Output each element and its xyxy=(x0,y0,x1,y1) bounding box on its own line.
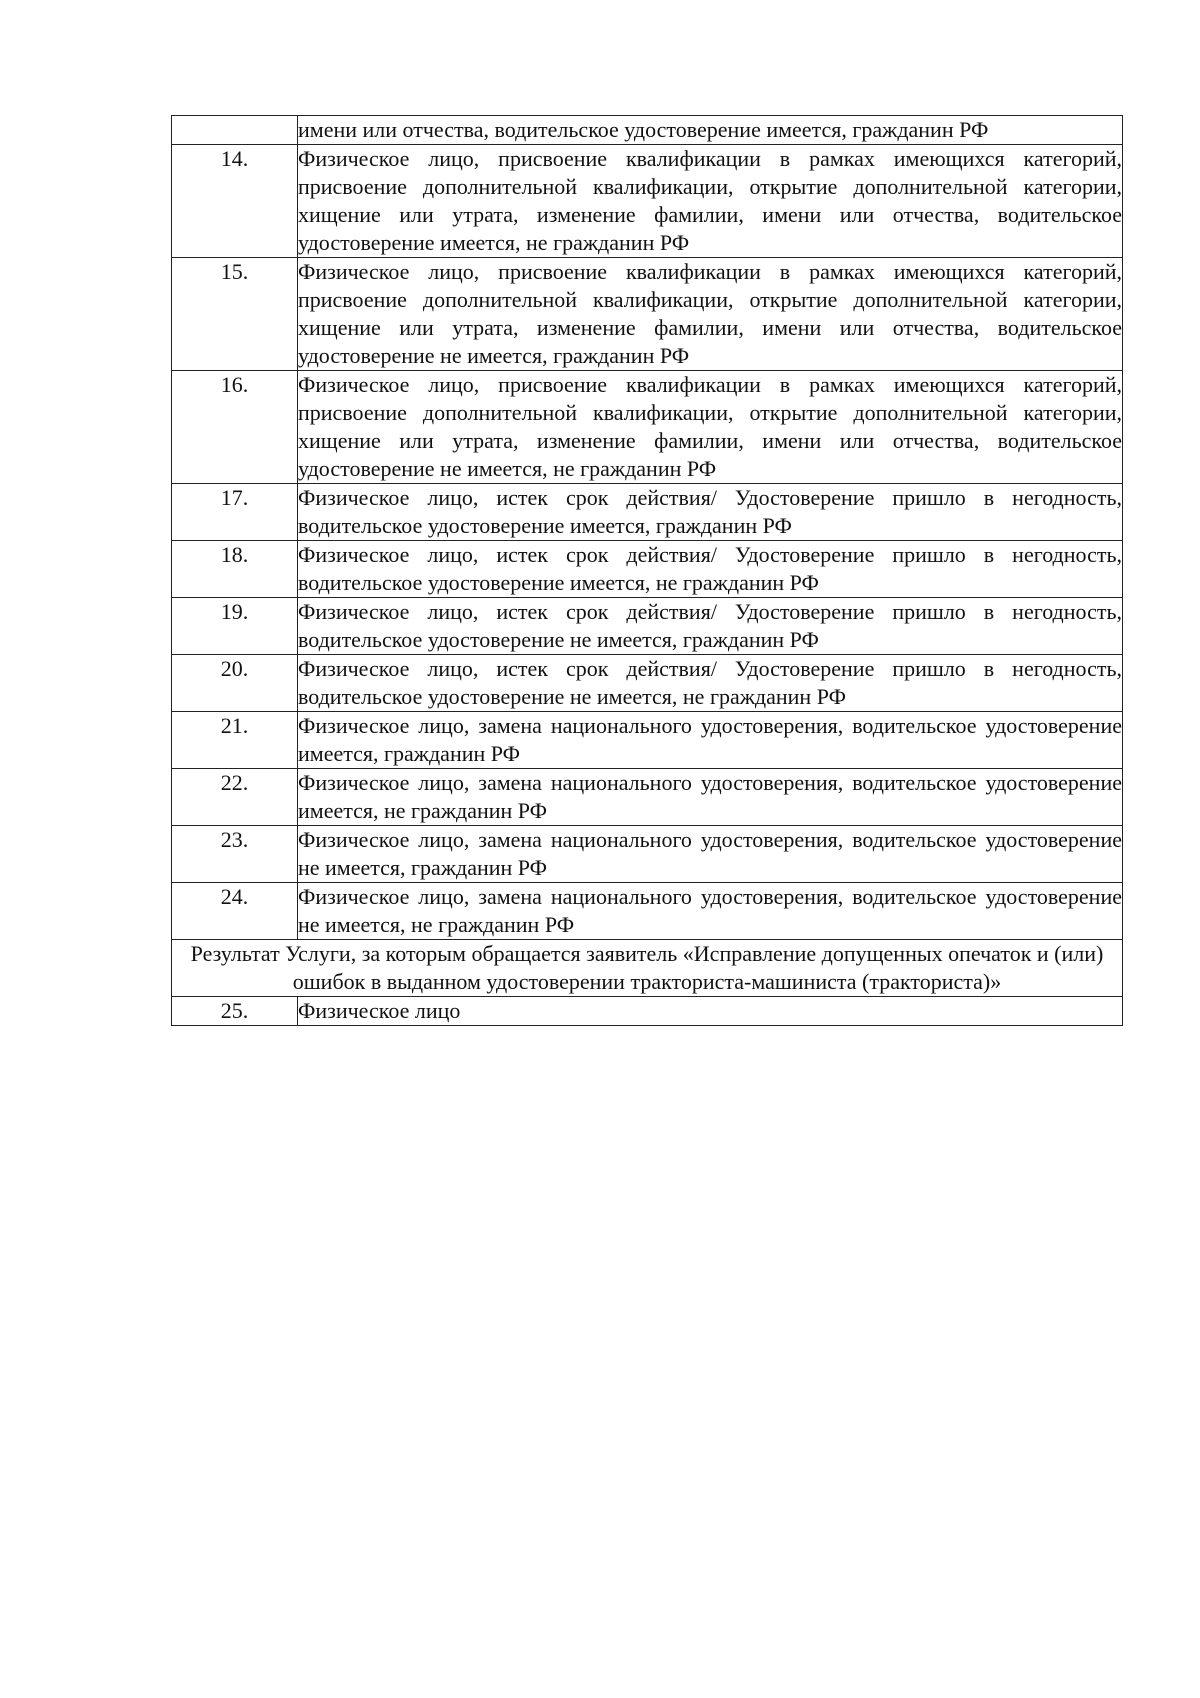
table-row xyxy=(172,598,1123,655)
row-description: имени или отчества, водительское удостоверение имеется, гражданин РФ xyxy=(298,116,1123,145)
table-row xyxy=(172,371,1123,484)
row-description: Физическое лицо, присвоение квалификации в рамках имеющихся категорий, присвоение дополнительной квалификации, открытие дополнительной категории, хищение или утрата, изменение фамилии, имени или отчества, водительское удостоверение не имеется, не гражданин РФ xyxy=(298,371,1123,484)
row-number: 15. xyxy=(172,258,298,371)
table-row xyxy=(172,997,1123,1026)
table-row xyxy=(172,541,1123,598)
table-row xyxy=(172,145,1123,258)
table-row xyxy=(172,769,1123,826)
section-header-row xyxy=(172,940,1123,997)
row-number: 17. xyxy=(172,484,298,541)
table-row xyxy=(172,484,1123,541)
applicant-variants-table xyxy=(171,115,1123,1026)
row-description: Физическое лицо, присвоение квалификации в рамках имеющихся категорий, присвоение дополнительной квалификации, открытие дополнительной категории, хищение или утрата, изменение фамилии, имени или отчества, водительское удостоверение не имеется, гражданин РФ xyxy=(298,258,1123,371)
row-description: Физическое лицо, истек срок действия/ Удостоверение пришло в негодность, водительское удостоверение не имеется, гражданин РФ xyxy=(298,598,1123,655)
table-row xyxy=(172,883,1123,940)
row-number: 18. xyxy=(172,541,298,598)
section-header: Результат Услуги, за которым обращается заявитель «Исправление допущенных опечаток и (или) ошибок в выданном удостоверении тракториста-машиниста (тракториста)» xyxy=(172,940,1123,997)
table-row xyxy=(172,655,1123,712)
row-description: Физическое лицо, замена национального удостоверения, водительское удостоверение имеется, не гражданин РФ xyxy=(298,769,1123,826)
row-number: 24. xyxy=(172,883,298,940)
table-row xyxy=(172,258,1123,371)
row-description: Физическое лицо, истек срок действия/ Удостоверение пришло в негодность, водительское удостоверение не имеется, не гражданин РФ xyxy=(298,655,1123,712)
row-number: 19. xyxy=(172,598,298,655)
row-number: 16. xyxy=(172,371,298,484)
table-row xyxy=(172,826,1123,883)
row-number: 14. xyxy=(172,145,298,258)
row-number: 20. xyxy=(172,655,298,712)
row-description: Физическое лицо xyxy=(298,997,1123,1026)
row-number: 21. xyxy=(172,712,298,769)
row-description: Физическое лицо, замена национального удостоверения, водительское удостоверение не имеется, не гражданин РФ xyxy=(298,883,1123,940)
row-description: Физическое лицо, замена национального удостоверения, водительское удостоверение не имеется, гражданин РФ xyxy=(298,826,1123,883)
table-row xyxy=(172,712,1123,769)
row-description: Физическое лицо, истек срок действия/ Удостоверение пришло в негодность, водительское удостоверение имеется, не гражданин РФ xyxy=(298,541,1123,598)
row-description: Физическое лицо, присвоение квалификации в рамках имеющихся категорий, присвоение дополнительной квалификации, открытие дополнительной категории, хищение или утрата, изменение фамилии, имени или отчества, водительское удостоверение имеется, не гражданин РФ xyxy=(298,145,1123,258)
row-description: Физическое лицо, замена национального удостоверения, водительское удостоверение имеется, гражданин РФ xyxy=(298,712,1123,769)
row-number: 23. xyxy=(172,826,298,883)
row-number: 25. xyxy=(172,997,298,1026)
row-number xyxy=(172,116,298,145)
row-number: 22. xyxy=(172,769,298,826)
table-row xyxy=(172,116,1123,145)
row-description: Физическое лицо, истек срок действия/ Удостоверение пришло в негодность, водительское удостоверение имеется, гражданин РФ xyxy=(298,484,1123,541)
